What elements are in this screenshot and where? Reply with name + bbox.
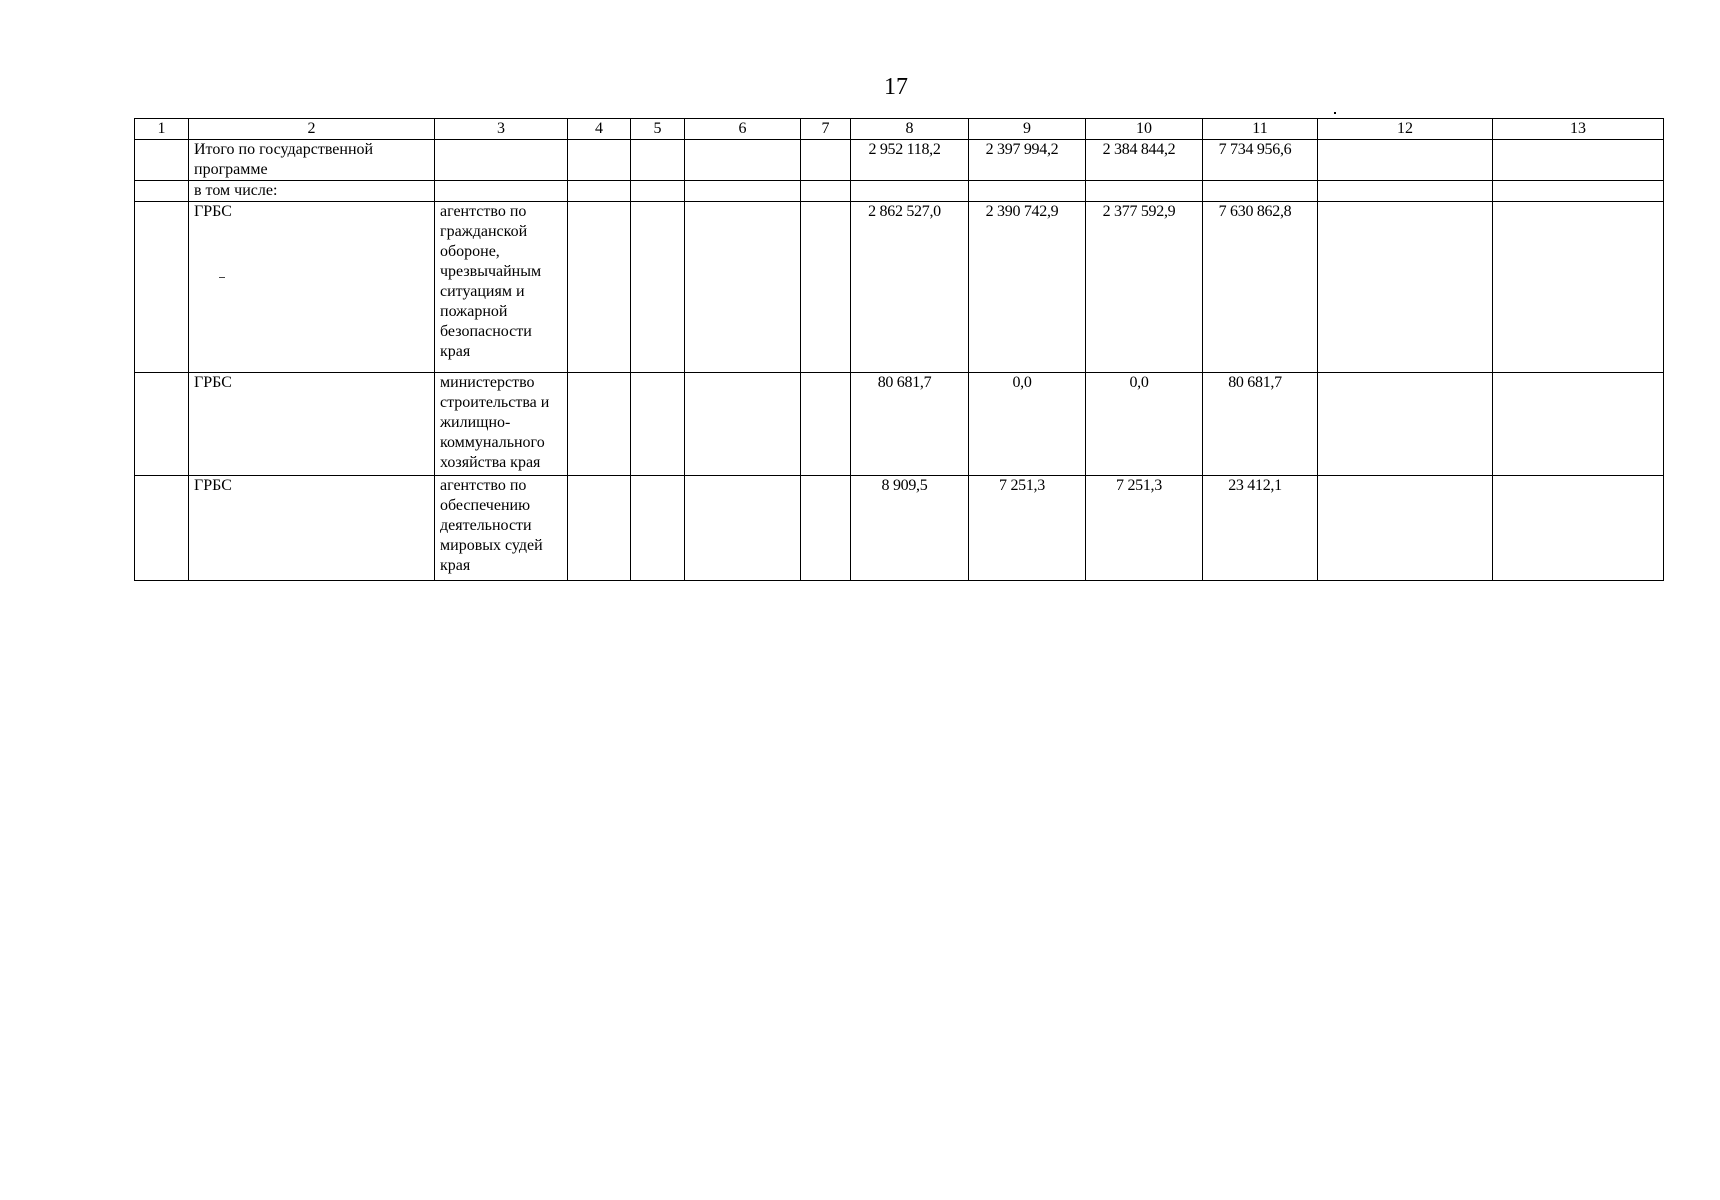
value-c10: 0,0 <box>1086 373 1203 476</box>
table-cell <box>851 181 969 202</box>
table-cell <box>801 181 851 202</box>
table-cell <box>1318 181 1493 202</box>
table-cell <box>568 181 631 202</box>
table-cell <box>631 202 685 373</box>
table-cell <box>568 476 631 581</box>
table-cell <box>135 140 189 181</box>
col-header-7: 7 <box>801 119 851 140</box>
value-c11: 80 681,7 <box>1203 373 1318 476</box>
table-cell <box>1493 373 1664 476</box>
table-cell <box>631 373 685 476</box>
table-cell <box>631 140 685 181</box>
col-header-5: 5 <box>631 119 685 140</box>
col-header-10: 10 <box>1086 119 1203 140</box>
total-label: Итого по государственной программе <box>189 140 435 181</box>
table-cell <box>685 373 801 476</box>
col-header-13: 13 <box>1493 119 1664 140</box>
table-cell <box>685 476 801 581</box>
table-cell <box>1086 181 1203 202</box>
value-c9: 2 390 742,9 <box>969 202 1086 373</box>
table-cell <box>435 181 568 202</box>
table-cell <box>631 181 685 202</box>
stray-dash-mark <box>219 277 225 278</box>
col-header-1: 1 <box>135 119 189 140</box>
value-c9: 0,0 <box>969 373 1086 476</box>
table-cell <box>1493 140 1664 181</box>
table-cell <box>801 140 851 181</box>
col-header-9: 9 <box>969 119 1086 140</box>
table-cell <box>135 373 189 476</box>
subheading-row <box>135 181 1664 202</box>
table-cell <box>685 140 801 181</box>
column-number-row <box>135 119 1664 140</box>
value-c8: 80 681,7 <box>851 373 969 476</box>
subheading-label: в том числе: <box>189 181 435 202</box>
total-row <box>135 140 1664 181</box>
table-cell <box>1493 476 1664 581</box>
table-cell <box>568 202 631 373</box>
table-cell <box>135 202 189 373</box>
table-cell <box>685 202 801 373</box>
total-c11: 7 734 956,6 <box>1203 140 1318 181</box>
table-cell <box>135 181 189 202</box>
table-cell <box>135 476 189 581</box>
value-c11: 7 630 862,8 <box>1203 202 1318 373</box>
table-cell <box>1318 373 1493 476</box>
agency-name: министерство строительства и жилищно-коммунального хозяйства края <box>435 373 568 476</box>
table-cell <box>1318 476 1493 581</box>
table-cell <box>801 373 851 476</box>
value-c8: 8 909,5 <box>851 476 969 581</box>
table-cell <box>435 140 568 181</box>
scan-speck <box>1334 112 1336 114</box>
page-number: 17 <box>884 74 908 100</box>
value-c11: 23 412,1 <box>1203 476 1318 581</box>
table-cell <box>1493 181 1664 202</box>
col-header-6: 6 <box>685 119 801 140</box>
table-row <box>135 373 1664 476</box>
total-c9: 2 397 994,2 <box>969 140 1086 181</box>
value-c10: 2 377 592,9 <box>1086 202 1203 373</box>
table-cell <box>1318 202 1493 373</box>
table-cell <box>801 476 851 581</box>
table-cell <box>685 181 801 202</box>
total-c10: 2 384 844,2 <box>1086 140 1203 181</box>
table-cell <box>568 373 631 476</box>
total-c8: 2 952 118,2 <box>851 140 969 181</box>
grbs-label: ГРБС <box>189 373 435 476</box>
agency-name: агентство по гражданской обороне, чрезвычайным ситуациям и пожарной безопасности края <box>435 202 568 373</box>
grbs-label: ГРБС <box>189 476 435 581</box>
col-header-4: 4 <box>568 119 631 140</box>
table-cell <box>801 202 851 373</box>
table-cell <box>1493 202 1664 373</box>
col-header-12: 12 <box>1318 119 1493 140</box>
table-cell <box>568 140 631 181</box>
table-cell <box>631 476 685 581</box>
value-c9: 7 251,3 <box>969 476 1086 581</box>
table-cell <box>1203 181 1318 202</box>
table-row <box>135 476 1664 581</box>
agency-name: агентство по обеспечению деятельности мировых судей края <box>435 476 568 581</box>
value-c10: 7 251,3 <box>1086 476 1203 581</box>
col-header-3: 3 <box>435 119 568 140</box>
budget-table <box>134 118 1664 581</box>
table-row <box>135 202 1664 373</box>
value-c8: 2 862 527,0 <box>851 202 969 373</box>
col-header-11: 11 <box>1203 119 1318 140</box>
table-cell <box>1318 140 1493 181</box>
col-header-2: 2 <box>189 119 435 140</box>
col-header-8: 8 <box>851 119 969 140</box>
grbs-label: ГРБС <box>189 202 435 373</box>
table-cell <box>969 181 1086 202</box>
